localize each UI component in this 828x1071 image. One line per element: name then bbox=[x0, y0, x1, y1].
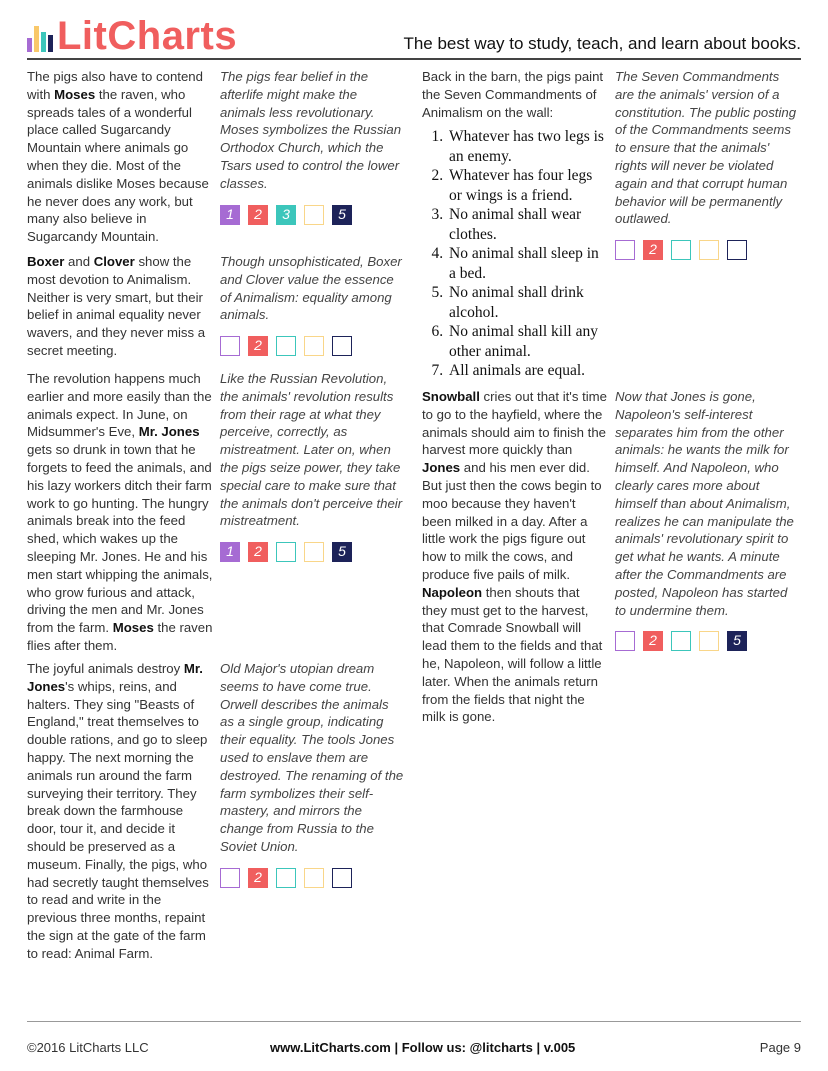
theme-boxes bbox=[220, 336, 406, 356]
summary-segment: show the most devotion to Animalism. Neither is very smart, but their belief in animal equality never wavers, and they never miss a secret meeting. bbox=[27, 254, 206, 358]
theme-box-5[interactable] bbox=[332, 868, 352, 888]
theme-box-4[interactable] bbox=[304, 868, 324, 888]
summary-segment: and his men ever did. But just then the cows begin to moo because they haven't been milked in a day. After a little work the pigs figure out how to milk the cows, and produce five pails of milk. bbox=[422, 460, 602, 582]
theme-box-4[interactable] bbox=[304, 205, 324, 225]
theme-box-1[interactable]: 1 bbox=[220, 542, 240, 562]
character-name[interactable]: Moses bbox=[54, 86, 96, 102]
theme-box-2[interactable]: 2 bbox=[248, 542, 268, 562]
theme-box-3[interactable] bbox=[276, 336, 296, 356]
commandment-item: 6. No animal shall kill any other animal. bbox=[447, 322, 608, 361]
theme-boxes bbox=[220, 542, 406, 562]
summary-segment: The joyful animals destroy bbox=[27, 661, 184, 676]
summary-segment: the raven, who spreads tales of a wonderful place called Sugarcandy Mountain where animals go when they die. Most of the animals dislike Moses because he never does any work, but many also believe in Sugarcandy Mountain. bbox=[27, 86, 209, 245]
character-name[interactable]: Clover bbox=[93, 254, 135, 269]
theme-boxes bbox=[220, 868, 406, 888]
theme-box-5[interactable] bbox=[332, 336, 352, 356]
analysis-block bbox=[220, 660, 406, 888]
footer-divider bbox=[27, 1021, 801, 1022]
summary-segment: 's whips, reins, and halters. They sing "Beasts of England," treat themselves to double rations, and go to sleep happy. The next morning the animals run around the farm surveying their territory. They break down the farmhouse door, tour it, and decide it should be preserved as a museum. Finally, the pigs, who had secretly taught themselves to read and write in the previous three months, repaint the sign at the gate of the farm to read: Animal Farm. bbox=[27, 678, 209, 961]
page-number: Page 9 bbox=[759, 1040, 801, 1055]
theme-box-4[interactable] bbox=[304, 542, 324, 562]
theme-box-1[interactable] bbox=[615, 631, 635, 651]
analysis-block bbox=[220, 253, 406, 356]
analysis-block bbox=[220, 68, 406, 225]
summary-segment: The revolution happens much earlier and more easily than the animals expect. In June, on Midsummer's Eve, bbox=[27, 371, 212, 440]
character-name[interactable]: Boxer bbox=[27, 254, 65, 269]
summary-text bbox=[27, 660, 213, 963]
analysis-text: The Seven Commandments are the animals' version of a constitution. The public posting of the Commandments seems to ensure that the animals' rights will never be violated again and that corrupt human behavior will be permanently outlawed. bbox=[615, 69, 797, 227]
theme-box-5[interactable]: 5 bbox=[332, 542, 352, 562]
summary-segment: Back in the barn, the pigs paint the Seven Commandments of Animalism on the wall: bbox=[422, 69, 604, 120]
theme-box-3[interactable] bbox=[671, 631, 691, 651]
summary-text bbox=[422, 388, 608, 726]
analysis-text: Though unsophisticated, Boxer and Clover value the essence of Animalism: equality among animals. bbox=[220, 254, 402, 323]
analysis-text: Like the Russian Revolution, the animals' revolution results from their rage at what they perceive, correctly, as mistreatment. Later on, when the pigs seize power, they take special care to make sure that the animals don't perceive their mistreatment. bbox=[220, 371, 403, 529]
theme-box-2[interactable]: 2 bbox=[248, 205, 268, 225]
character-name[interactable]: Snowball bbox=[422, 389, 480, 404]
theme-box-3[interactable] bbox=[671, 240, 691, 260]
theme-boxes bbox=[220, 205, 406, 225]
theme-box-2[interactable]: 2 bbox=[248, 868, 268, 888]
theme-box-1[interactable] bbox=[220, 336, 240, 356]
analysis-text: Old Major's utopian dream seems to have come true. Orwell describes the animals as a single group, indicating their equality. The tools Jones used to enslave them are destroyed. The renaming of the farm symbolizes their self-mastery, and mirrors the change from Russia to the Soviet Union. bbox=[220, 661, 404, 854]
theme-box-4[interactable] bbox=[699, 631, 719, 651]
theme-box-2[interactable]: 2 bbox=[643, 631, 663, 651]
theme-box-1[interactable]: 1 bbox=[220, 205, 240, 225]
commandments-list bbox=[422, 127, 608, 381]
summary-text bbox=[27, 68, 213, 246]
copyright: ©2016 LitCharts LLC bbox=[27, 1040, 149, 1055]
theme-box-1[interactable] bbox=[615, 240, 635, 260]
theme-box-5[interactable]: 5 bbox=[727, 631, 747, 651]
logo-bars-icon bbox=[27, 22, 53, 52]
footer-links[interactable]: www.LitCharts.com | Follow us: @litcharts | v.005 bbox=[270, 1040, 576, 1055]
analysis-text: Now that Jones is gone, Napoleon's self-interest separates him from the other animals: he wants the milk for himself. And Napoleon, who clearly cares more about himself than about Animalism, realizes he can manipulate the animals' revolutionary spirit to get what he wants. A minute after the Commandments are posted, Napoleon has started to undermine them. bbox=[615, 389, 794, 618]
summary-segment: and bbox=[64, 254, 94, 269]
summary-segment: the raven flies after them. bbox=[27, 620, 213, 653]
theme-box-3[interactable] bbox=[276, 542, 296, 562]
theme-box-5[interactable]: 5 bbox=[332, 205, 352, 225]
theme-box-2[interactable]: 2 bbox=[248, 336, 268, 356]
character-name[interactable]: Mr. Jones bbox=[27, 661, 203, 694]
theme-box-2[interactable]: 2 bbox=[643, 240, 663, 260]
commandment-item: 7. All animals are equal. bbox=[447, 361, 608, 381]
commandment-item: 4. No animal shall sleep in a bed. bbox=[447, 244, 608, 283]
theme-boxes bbox=[615, 631, 801, 651]
theme-box-3[interactable] bbox=[276, 868, 296, 888]
character-name[interactable]: Mr. Jones bbox=[138, 424, 200, 440]
analysis-block bbox=[615, 388, 801, 651]
character-name[interactable]: Moses bbox=[112, 620, 154, 636]
theme-boxes bbox=[615, 240, 801, 260]
theme-box-1[interactable] bbox=[220, 868, 240, 888]
character-name[interactable]: Jones bbox=[422, 460, 461, 476]
header-divider bbox=[27, 58, 801, 60]
commandment-item: 3. No animal shall wear clothes. bbox=[447, 205, 608, 244]
summary-text bbox=[27, 253, 213, 360]
theme-box-4[interactable] bbox=[304, 336, 324, 356]
logo-text: LitCharts bbox=[57, 14, 238, 58]
summary-segment: then shouts that they must get to the harvest, that Comrade Snowball will lead them to the fields and that he, Napoleon, will follow a little later. When the animals return from the fields that night the milk is gone. bbox=[422, 584, 603, 725]
analysis-block bbox=[615, 68, 801, 260]
summary-segment: cries out that it's time to go to the hayfield, where the animals should aim to finish the harvest more quickly than bbox=[422, 389, 608, 458]
tagline: The best way to study, teach, and learn about books. bbox=[403, 34, 801, 53]
summary-segment: The pigs also have to contend with bbox=[27, 69, 203, 102]
commandment-item: 5. No animal shall drink alcohol. bbox=[447, 283, 608, 322]
analysis-text: The pigs fear belief in the afterlife might make the animals less revolutionary. Moses symbolizes the Russian Orthodox Church, which the Tsars used to control the lower classes. bbox=[220, 69, 402, 191]
summary-segment: gets so drunk in town that he forgets to feed the animals, and his lazy workers ditch their farm work to go hunting. The hungry animals break into the feed shed, which wakes up the sleeping Mr. Jones. He and his men start whipping the animals, who grow furious and attack, driving the men and Mr. Jones from the farm. bbox=[27, 442, 213, 636]
theme-box-3[interactable]: 3 bbox=[276, 205, 296, 225]
analysis-block bbox=[220, 370, 406, 562]
summary-text bbox=[422, 68, 608, 381]
commandment-item: 1. Whatever has two legs is an enemy. bbox=[447, 127, 608, 166]
summary-text bbox=[27, 370, 213, 655]
theme-box-4[interactable] bbox=[699, 240, 719, 260]
litcharts-logo[interactable] bbox=[27, 14, 237, 58]
character-name[interactable]: Napoleon bbox=[422, 584, 483, 600]
commandment-item: 2. Whatever has four legs or wings is a friend. bbox=[447, 166, 608, 205]
theme-box-5[interactable] bbox=[727, 240, 747, 260]
